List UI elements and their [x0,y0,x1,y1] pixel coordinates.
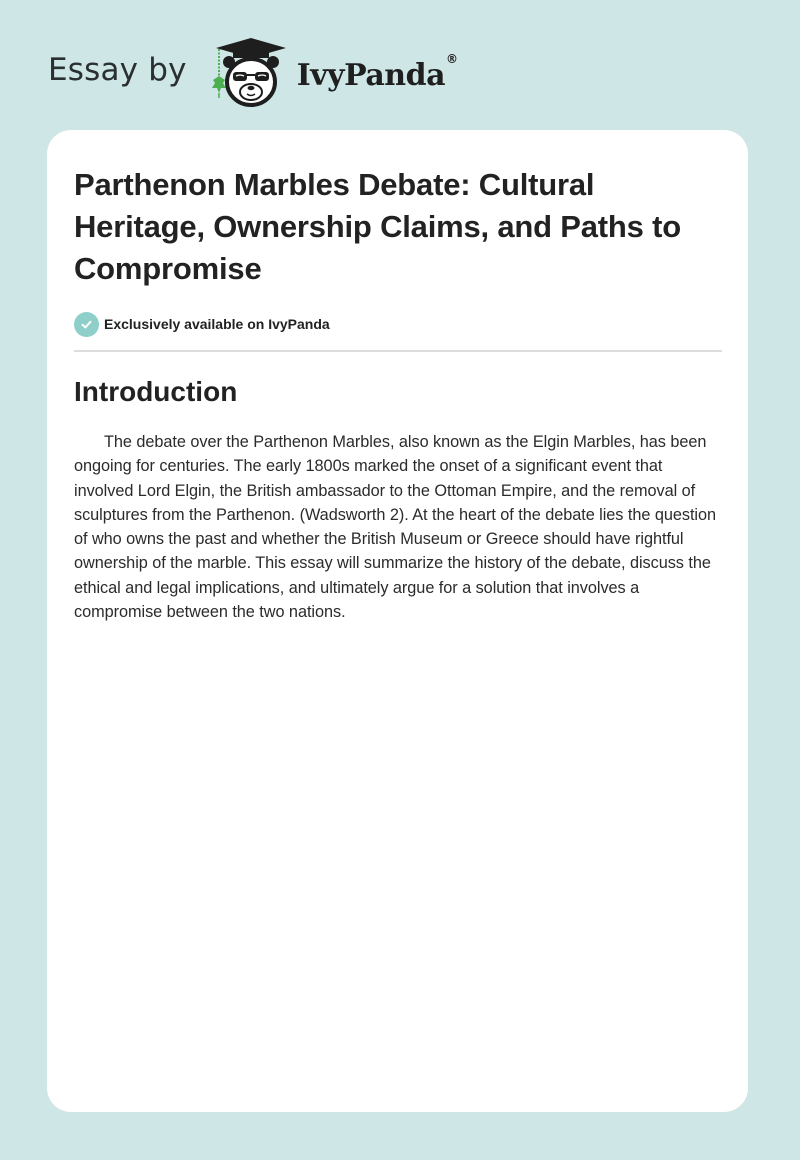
brand-prefix: Essay by [48,52,187,88]
brand-name-text: IvyPanda [296,57,446,93]
paragraph: The debate over the Parthenon Marbles, also known as the Elgin Marbles, has been ongoing for centuries. The early 1800s marked the onset of a significant event that involved Lord Elgin, the British ambassador to the Ottoman Empire, and the removal of sculptures from the Parthenon. (Wadsworth 2). At the heart of the debate lies the question of who owns the past and whether the British Museum or Greece should have rightful ownership of the marble. This essay will summarize the history of the debate, discuss the ethical and legal implications, and ultimately argue for a solution that involves a compromise between the two nations. [74,433,716,622]
panda-graduate-icon [203,36,293,108]
section-heading: Introduction [74,376,238,407]
check-circle-icon [74,312,99,337]
badge-label: Exclusively available on IvyPanda [104,316,330,332]
exclusive-badge [74,311,722,337]
essay-title: Parthenon Marbles Debate: Cultural Heritage, Ownership Claims, and Paths to Compromise [74,167,681,286]
divider [74,350,722,352]
brand-header [48,36,458,108]
section-introduction [74,375,722,624]
brand-name [296,51,458,93]
essay-card [47,130,748,1112]
registered-mark: ® [446,51,458,66]
